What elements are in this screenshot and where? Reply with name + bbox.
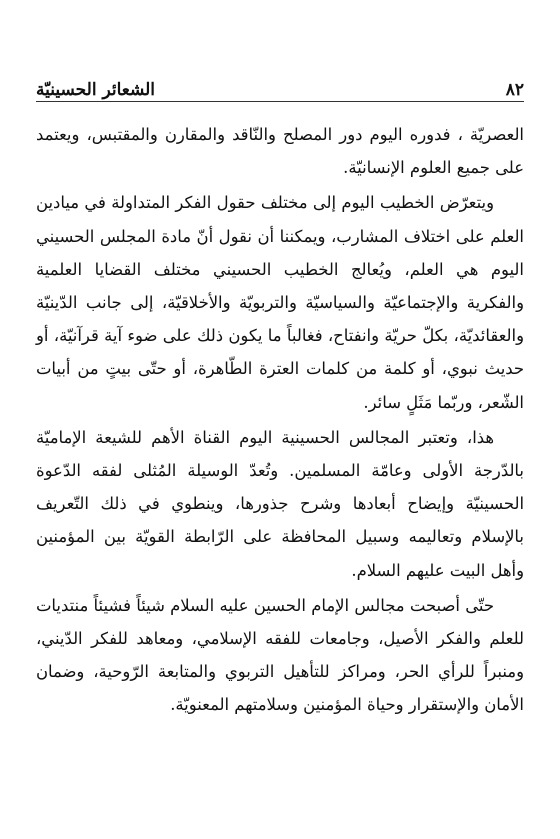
paragraph-1: العصريّة ، فدوره اليوم دور المصلح والنّاقد والمقارن والمقتبس، ويعتمد على جميع العلوم الإنسانيّة. <box>36 125 524 178</box>
body-text <box>36 118 524 724</box>
page-number: ٨٢ <box>505 80 524 100</box>
page-header <box>36 79 524 107</box>
header-rule <box>36 101 524 102</box>
paragraph-4: حتّى أصبحت مجالس الإمام الحسين عليه السلام شيئاً فشيئاً منتديات للعلم والفكر الأصيل، وجامعات للفقه الإسلامي، ومعاهد للفكر الدّيني، ومنبراً للرأي الحر، ومراكز للتأهيل التربوي والمتابعة الرّوحية، وضمان الأمان والإستقرار وحياة المؤمنين وسلامتهم المعنويّة. <box>36 595 524 715</box>
paragraph-3: هذا، وتعتبر المجالس الحسينية اليوم القناة الأهم للشيعة الإماميّة بالدّرجة الأولى وعامّة المسلمين. وتُعدّ الوسيلة المُثلى لفقه الدّعوة الحسينيّة وإيضاح أبعادها وشرح جذورها، وينطوي في ذلك التّعريف بالإسلام وتعاليمه وسبيل المحافظة على الرّابطة القويّة بين المؤمنين وأهل البيت عليهم السلام. <box>36 427 524 580</box>
running-title: الشعائر الحسينيّة <box>36 80 156 100</box>
paragraph-2: ويتعرّض الخطيب اليوم إلى مختلف حقول الفكر المتداولة في ميادين العلم على اختلاف المشارب، ويمكننا أن نقول أنّ مادة المجلس الحسيني اليوم هي العلم، ويُعالج الخطيب الحسيني مختلف القضايا العلمية والفكرية والإجتماعيّة والسياسيّة والتربويّة والأخلاقيّة، إلى جانب الدّينيّة والعقائديّة، بكلّ حريّة وانفتاح، فغالباً ما يكون ذلك على ضوء آية قرآنيّة، أو حديث نبوي، أو كلمة من كلمات العترة الطّاهرة، أو حتّى بيتٍ من أبيات الشّعر، وربّما مَثَلٍ سائر. <box>36 193 524 412</box>
